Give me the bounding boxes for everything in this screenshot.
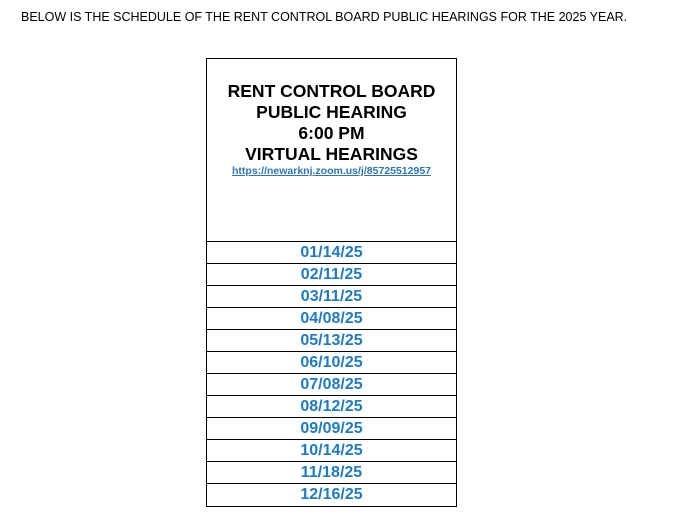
hearing-date: 01/14/25	[207, 242, 456, 264]
hearing-date: 02/11/25	[207, 264, 456, 286]
zoom-link[interactable]: https://newarknj.zoom.us/j/85725512957	[232, 165, 431, 177]
hearing-date: 07/08/25	[207, 374, 456, 396]
schedule-header	[207, 59, 456, 242]
hearing-date: 08/12/25	[207, 396, 456, 418]
hearing-dates-list	[207, 242, 456, 506]
hearing-date: 04/08/25	[207, 308, 456, 330]
hearing-date: 05/13/25	[207, 330, 456, 352]
hearing-date: 03/11/25	[207, 286, 456, 308]
hearing-location: VIRTUAL HEARINGS	[245, 144, 418, 164]
hearing-time: 6:00 PM	[298, 123, 365, 143]
hearing-date: 10/14/25	[207, 440, 456, 462]
title-line-2: PUBLIC HEARING	[256, 102, 407, 122]
hearing-date: 06/10/25	[207, 352, 456, 374]
intro-text: BELOW IS THE SCHEDULE OF THE RENT CONTROL BOARD PUBLIC HEARINGS FOR THE 2025 YEAR.	[21, 10, 628, 24]
title-line-1: RENT CONTROL BOARD	[227, 81, 436, 101]
hearing-date: 11/18/25	[207, 462, 456, 484]
hearing-date: 09/09/25	[207, 418, 456, 440]
hearing-date: 12/16/25	[300, 486, 363, 503]
hearing-schedule-table	[206, 58, 457, 507]
